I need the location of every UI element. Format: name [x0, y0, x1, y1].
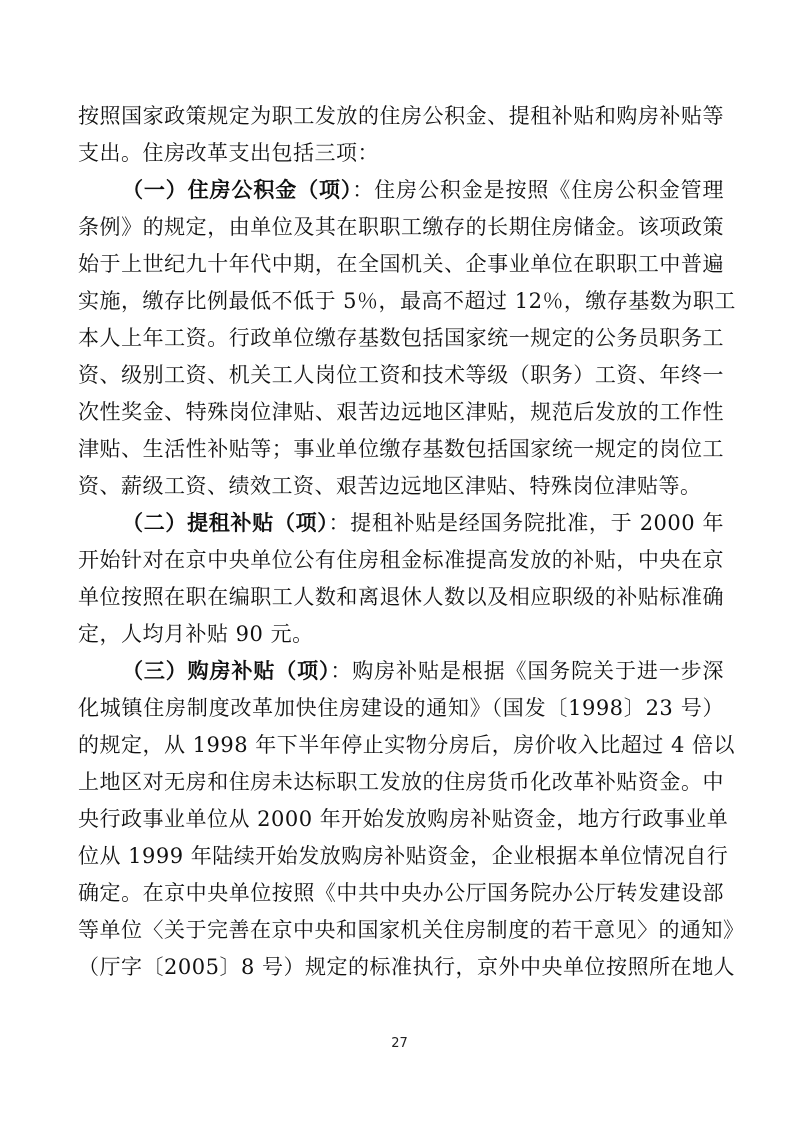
section-3-first-text: ：购房补贴是根据《国务院关于进一步深	[330, 659, 725, 683]
section-3-line-7: 等单位〈关于完善在京中央和国家机关住房制度的若干意见〉的通知》	[78, 918, 745, 942]
section-1-first-text: ：住房公积金是按照《住房公积金管理	[352, 178, 725, 202]
section-2-heading: （二）提租补贴（项）	[122, 511, 329, 535]
section-1-line-3: 实施，缴存比例最低不低于 5％，最高不超过 12％，缴存基数为职工	[78, 289, 736, 313]
section-3-line-3: 上地区对无房和住房未达标职工发放的住房货币化改革补贴资金。中	[78, 770, 724, 794]
section-1-line-5: 资、级别工资、机关工人岗位工资和技术等级（职务）工资、年终一	[78, 363, 724, 387]
section-1-line-8: 资、薪级工资、绩效工资、艰苦边远地区津贴、特殊岗位津贴等。	[78, 474, 702, 498]
section-1-line-2: 始于上世纪九十年代中期，在全国机关、企事业单位在职职工中普遍	[78, 252, 724, 276]
section-3-line-4: 央行政事业单位从 2000 年开始发放购房补贴资金，地方行政事业单	[78, 807, 729, 831]
section-3-line-6: 确定。在京中央单位按照《中共中央办公厅国务院办公厅转发建设部	[78, 881, 724, 905]
section-2-first-line	[78, 505, 724, 542]
section-1-heading: （一）住房公积金（项）	[122, 178, 353, 202]
body-text	[78, 98, 745, 986]
section-2-first-text: ：提租补贴是经国务院批准，于 2000 年	[328, 511, 725, 535]
section-2-line-1: 开始针对在京中央单位公有住房租金标准提高发放的补贴，中央在京	[78, 548, 724, 572]
section-3-line-2: 的规定，从 1998 年下半年停止实物分房后，房价收入比超过 4 倍以	[78, 733, 736, 757]
section-3-first-line	[78, 653, 724, 690]
section-1-line-1: 条例》的规定，由单位及其在职职工缴存的长期住房储金。该项政策	[78, 215, 724, 239]
section-3-heading: （三）购房补贴（项）	[122, 659, 331, 683]
intro-line-1: 按照国家政策规定为职工发放的住房公积金、提租补贴和购房补贴等	[78, 104, 724, 128]
section-1-first-line	[78, 172, 724, 209]
section-3-line-5: 位从 1999 年陆续开始发放购房补贴资金，企业根据本单位情况自行	[78, 844, 729, 868]
section-2-line-3: 定，人均月补贴 90 元。	[78, 622, 314, 646]
intro-line-2: 支出。住房改革支出包括三项：	[78, 141, 379, 165]
section-1-line-7: 津贴、生活性补贴等；事业单位缴存基数包括国家统一规定的岗位工	[78, 437, 724, 461]
section-3-line-1: 化城镇住房制度改革加快住房建设的通知》（国发〔1998〕23 号）	[78, 696, 724, 720]
section-2-line-2: 单位按照在职在编职工人数和离退休人数以及相应职级的补贴标准确	[78, 585, 724, 609]
section-1-line-6: 次性奖金、特殊岗位津贴、艰苦边远地区津贴，规范后发放的工作性	[78, 400, 724, 424]
page-number: 27	[391, 1036, 408, 1051]
section-1-line-4: 本人上年工资。行政单位缴存基数包括国家统一规定的公务员职务工	[78, 326, 724, 350]
section-3-line-8: （厅字〔2005〕8 号）规定的标准执行，京外中央单位按照所在地人	[78, 955, 735, 979]
